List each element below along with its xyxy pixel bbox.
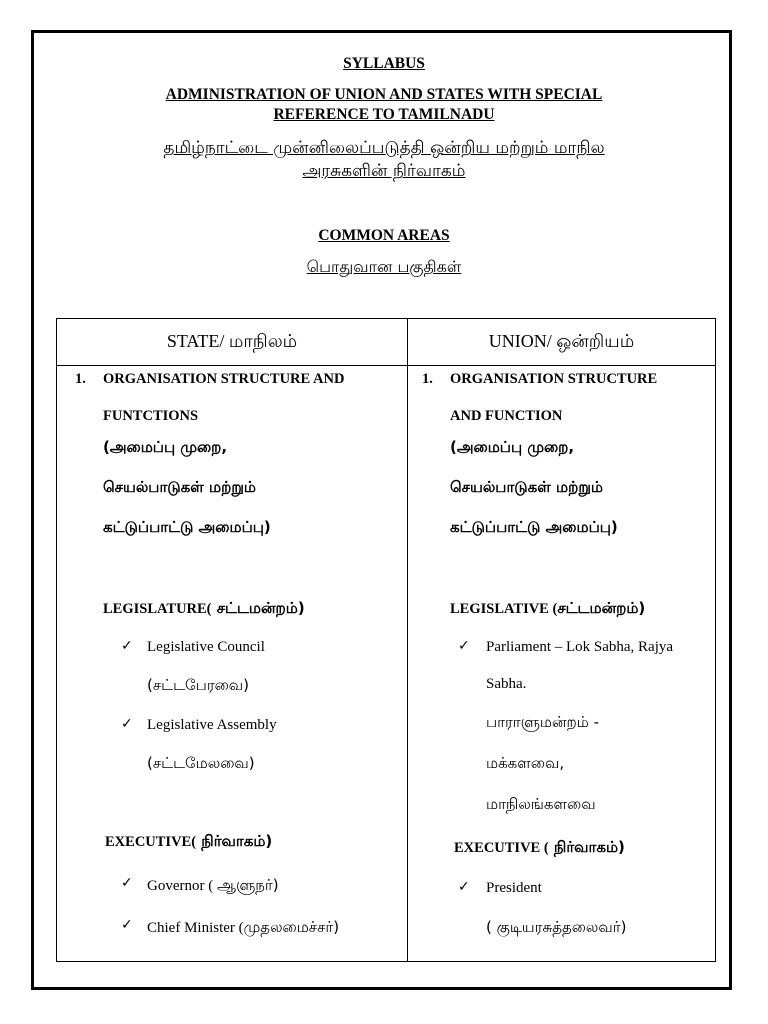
state-item-legislative-assembly: Legislative Assembly: [147, 717, 277, 733]
union-exec-president-tamil: ( குடியரசுத்தலைவர்): [486, 918, 627, 936]
state-org-line-2: FUNTCTIONS: [103, 408, 199, 424]
common-areas-tamil: பொதுவான பகுதிகள்: [306, 257, 462, 276]
state-tamil-line-1: (அமைப்பு முறை,: [103, 438, 228, 456]
tamil-title-line-2: அரசுகளின் நிர்வாகம்: [302, 161, 466, 181]
state-tamil-line-2: செயல்பாடுகள் மற்றும்: [103, 478, 256, 496]
union-parliament-tamil-1: பாராளுமன்றம் -: [486, 713, 600, 731]
state-org-line-1: ORGANISATION STRUCTURE AND: [103, 371, 345, 387]
state-exec-chief-minister: Chief Minister (முதலமைச்சர்): [147, 918, 340, 936]
state-item-number: 1.: [75, 371, 86, 387]
union-legislative-heading: LEGISLATIVE (சட்டமன்றம்): [450, 599, 646, 617]
union-parliament-tamil-2: மக்களவை,: [486, 754, 565, 772]
union-column-header: UNION/ ஒன்றியம்: [408, 319, 716, 366]
state-item-legislative-council: Legislative Council: [147, 639, 265, 655]
state-executive-heading: EXECUTIVE( நிர்வாகம்): [105, 832, 273, 850]
union-item-number: 1.: [422, 371, 433, 387]
syllabus-heading: SYLLABUS: [343, 55, 425, 72]
union-tamil-line-3: கட்டுப்பாட்டு அமைப்பு): [450, 518, 618, 536]
union-org-line-1: ORGANISATION STRUCTURE: [450, 371, 658, 387]
union-item-parliament-line-2: Sabha.: [486, 676, 527, 692]
state-exec-governor: Governor ( ஆளுநர்): [147, 876, 279, 894]
check-icon: ✓: [121, 638, 133, 654]
common-areas-heading: COMMON AREAS: [318, 227, 450, 244]
syllabus-table: [56, 318, 716, 962]
union-tamil-line-2: செயல்பாடுகள் மற்றும்: [450, 478, 603, 496]
tamil-title-line-1: தமிழ்நாட்டை முன்னிலைப்படுத்தி ஒன்றிய மற்றும் மாநில: [163, 138, 605, 158]
title-line-1: ADMINISTRATION OF UNION AND STATES WITH SPECIAL: [165, 86, 603, 103]
state-item-legislative-assembly-tamil: (சட்டமேலவை): [147, 754, 255, 772]
check-icon: ✓: [121, 917, 133, 933]
union-item-parliament: Parliament – Lok Sabha, Rajya: [486, 639, 674, 655]
state-item-legislative-council-tamil: (சட்டபேரவை): [147, 676, 249, 694]
state-column-header: STATE/ மாநிலம்: [57, 319, 408, 366]
union-cell: [408, 366, 716, 962]
union-org-line-2: AND FUNCTION: [450, 408, 563, 424]
union-tamil-line-1: (அமைப்பு முறை,: [450, 438, 575, 456]
state-cell: [57, 366, 408, 962]
state-tamil-line-3: கட்டுப்பாட்டு அமைப்பு): [103, 518, 271, 536]
check-icon: ✓: [121, 716, 133, 732]
union-parliament-tamil-3: மாநிலங்களவை: [486, 795, 596, 813]
title-line-2: REFERENCE TO TAMILNADU: [273, 106, 495, 123]
union-exec-president: President: [486, 880, 542, 896]
union-executive-heading: EXECUTIVE ( நிர்வாகம்): [454, 838, 625, 856]
check-icon: ✓: [121, 875, 133, 891]
state-legislature-heading: LEGISLATURE( சட்டமன்றம்): [103, 599, 305, 617]
check-icon: ✓: [458, 879, 470, 895]
check-icon: ✓: [458, 638, 470, 654]
